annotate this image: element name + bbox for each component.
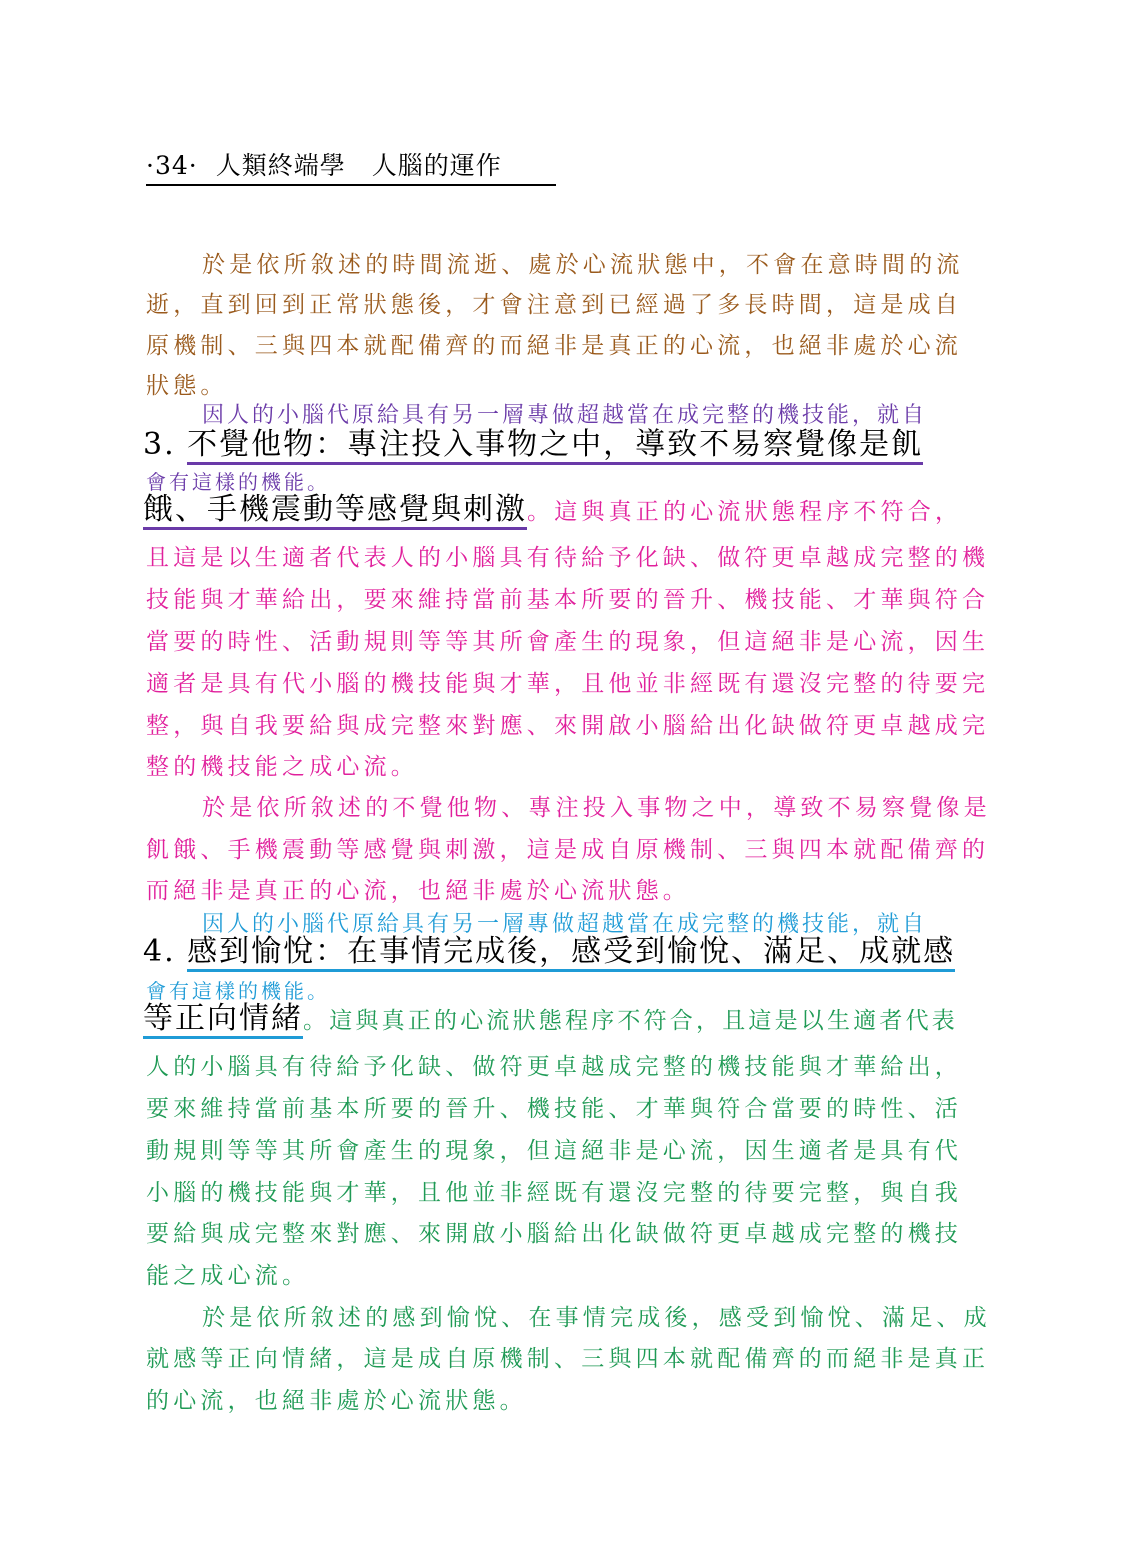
para3-line: 整的機技能之成心流。 bbox=[146, 754, 418, 780]
heading3-tail: 。這與真正的心流狀態程序不符合， bbox=[527, 499, 963, 525]
para4b-line: 就感等正向情緒，這是成自原機制、三與四本就配備齊的而絕非是真正 bbox=[146, 1346, 990, 1372]
para4-line: 動規則等等其所會產生的現象，但這絕非是心流，因生適者是具有代 bbox=[146, 1138, 962, 1164]
heading4-number: 4. bbox=[143, 934, 176, 969]
book-title: 人類終端學 bbox=[215, 151, 346, 180]
heading4-line1 bbox=[143, 935, 955, 969]
para3-line: 且這是以生適者代表人的小腦具有待給予化缺、做符更卓越成完整的機 bbox=[146, 545, 990, 571]
heading3-line1 bbox=[143, 428, 923, 462]
heading3-number: 3. bbox=[143, 427, 176, 462]
para3-line: 適者是具有代小腦的機技能與才華，且他並非經既有還沒完整的待要完 bbox=[146, 671, 990, 697]
note3-line2: 會有這樣的機能。 bbox=[146, 470, 330, 494]
heading4-text: 感到愉悅：在事情完成後，感受到愉悅、滿足、成就感 bbox=[187, 934, 955, 972]
note4-line1: 因人的小腦代原給具有另一層專做超越當在成完整的機技能，就自 bbox=[202, 912, 928, 937]
para3-line: 當要的時性、活動規則等等其所會產生的現象，但這絕非是心流，因生 bbox=[146, 629, 990, 655]
heading4-line2 bbox=[143, 1002, 958, 1038]
para3b-line: 飢餓、手機震動等感覺與刺激，這是成自原機制、三與四本就配備齊的 bbox=[146, 837, 990, 863]
para4-line: 能之成心流。 bbox=[146, 1263, 310, 1289]
heading3-line2 bbox=[143, 493, 962, 529]
running-header bbox=[146, 146, 556, 186]
para3-line: 整，與自我要給與成完整來對應、來開啟小腦給出化缺做符更卓越成完 bbox=[146, 713, 990, 739]
para3b-line: 於是依所敘述的不覺他物、專注投入事物之中，導致不易察覺像是 bbox=[202, 795, 991, 821]
para1-line: 於是依所敘述的時間流逝、處於心流狀態中，不會在意時間的流 bbox=[202, 252, 964, 278]
para4-line: 要給與成完整來對應、來開啟小腦給出化缺做符更卓越成完整的機技 bbox=[146, 1221, 962, 1247]
heading4-tail: 。這與真正的心流狀態程序不符合，且這是以生適者代表 bbox=[303, 1008, 958, 1034]
para1-line: 狀態。 bbox=[146, 373, 228, 399]
para4-line: 人的小腦具有待給予化缺、做符更卓越成完整的機技能與才華給出， bbox=[146, 1054, 962, 1080]
para1-line: 原機制、三與四本就配備齊的而絕非是真正的心流，也絕非處於心流 bbox=[146, 333, 962, 359]
heading4-text-cont: 等正向情緒 bbox=[143, 1001, 303, 1039]
para1-line: 逝，直到回到正常狀態後，才會注意到已經過了多長時間，這是成自 bbox=[146, 292, 962, 318]
note4-line2: 會有這樣的機能。 bbox=[146, 979, 330, 1003]
para3-line: 技能與才華給出，要來維持當前基本所要的晉升、機技能、才華與符合 bbox=[146, 587, 990, 613]
para4-line: 要來維持當前基本所要的晉升、機技能、才華與符合當要的時性、活 bbox=[146, 1096, 962, 1122]
para4-line: 小腦的機技能與才華，且他並非經既有還沒完整的待要完整，與自我 bbox=[146, 1180, 962, 1206]
para4b-line: 於是依所敘述的感到愉悅、在事情完成後，感受到愉悅、滿足、成 bbox=[202, 1305, 991, 1331]
heading3-text: 不覺他物：專注投入事物之中，導致不易察覺像是飢 bbox=[187, 427, 923, 465]
page-number: ·34· bbox=[146, 151, 198, 180]
para3b-line: 而絕非是真正的心流，也絕非處於心流狀態。 bbox=[146, 878, 690, 904]
para4b-line: 的心流，也絕非處於心流狀態。 bbox=[146, 1388, 527, 1414]
chapter-title: 人腦的運作 bbox=[371, 151, 502, 180]
heading3-text-cont: 餓、手機震動等感覺與刺激 bbox=[143, 492, 527, 530]
note3-line1: 因人的小腦代原給具有另一層專做超越當在成完整的機技能，就自 bbox=[202, 403, 928, 428]
